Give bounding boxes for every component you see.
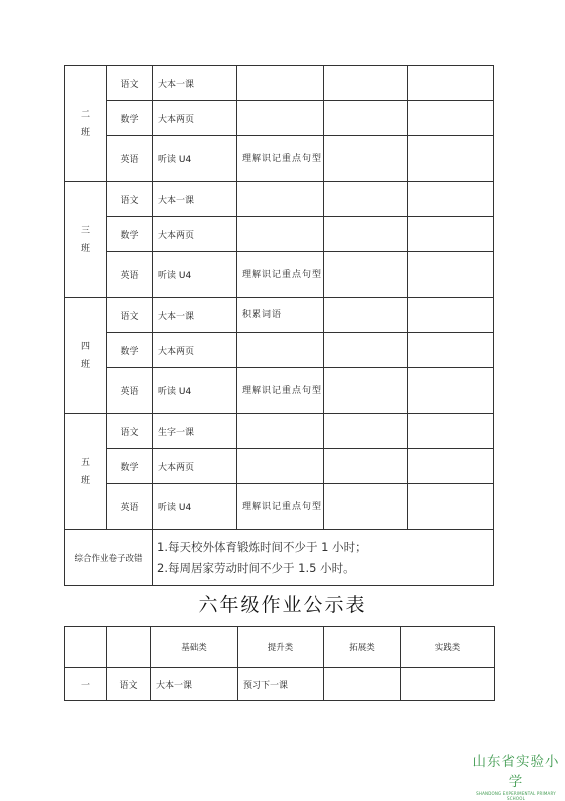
summary-label: 综合作业卷子改错 bbox=[65, 530, 153, 586]
basic-homework-cell: 听读 U4 bbox=[153, 252, 237, 298]
subject-cell: 语文 bbox=[107, 414, 153, 449]
basic-homework-cell: 听读 U4 bbox=[153, 368, 237, 414]
class-name-cell: 五 班 bbox=[65, 414, 107, 530]
practice-homework-cell bbox=[408, 217, 494, 252]
corner-cell bbox=[107, 627, 151, 668]
basic-homework-cell: 大本一课 bbox=[153, 298, 237, 333]
table-row bbox=[65, 101, 494, 136]
practice-homework-cell bbox=[408, 368, 494, 414]
summary-line: 2.每周居家劳动时间不少于 1.5 小时。 bbox=[157, 560, 355, 575]
subject-cell: 语文 bbox=[107, 66, 153, 101]
table-row bbox=[65, 66, 494, 101]
basic-homework-cell: 大本两页 bbox=[153, 217, 237, 252]
table-row bbox=[65, 668, 495, 701]
summary-row bbox=[65, 530, 494, 586]
improve-homework-cell: 理解识记重点句型 bbox=[237, 252, 324, 298]
subject-cell: 英语 bbox=[107, 368, 153, 414]
table-row bbox=[65, 252, 494, 298]
improve-homework-cell bbox=[237, 182, 324, 217]
table-row bbox=[65, 333, 494, 368]
subject-cell: 数学 bbox=[107, 333, 153, 368]
extend-homework-cell bbox=[324, 333, 408, 368]
improve-homework-cell: 理解识记重点句型 bbox=[237, 368, 324, 414]
improve-homework-cell: 预习下一课 bbox=[238, 668, 324, 701]
extend-homework-cell bbox=[324, 368, 408, 414]
class-name-cell: 三 班 bbox=[65, 182, 107, 298]
practice-homework-cell bbox=[408, 298, 494, 333]
basic-homework-cell: 大本一课 bbox=[153, 182, 237, 217]
table-row bbox=[65, 182, 494, 217]
basic-homework-cell: 生字一课 bbox=[153, 414, 237, 449]
subject-cell: 英语 bbox=[107, 252, 153, 298]
school-logo-name: 山东省实验小学 bbox=[472, 754, 560, 790]
subject-cell: 数学 bbox=[107, 449, 153, 484]
subject-cell: 语文 bbox=[107, 298, 153, 333]
table-row bbox=[65, 414, 494, 449]
practice-homework-cell bbox=[408, 414, 494, 449]
improve-homework-cell bbox=[237, 101, 324, 136]
practice-homework-cell bbox=[408, 333, 494, 368]
class-name-cell: 一 bbox=[65, 668, 107, 701]
column-header: 拓展类 bbox=[324, 627, 401, 668]
subject-cell: 数学 bbox=[107, 217, 153, 252]
table-row bbox=[65, 449, 494, 484]
subject-cell: 语文 bbox=[107, 182, 153, 217]
basic-homework-cell: 大本两页 bbox=[153, 449, 237, 484]
extend-homework-cell bbox=[324, 217, 408, 252]
extend-homework-cell bbox=[324, 252, 408, 298]
school-logo-english: SHANDONG EXPERIMENTAL PRIMARY SCHOOL bbox=[476, 791, 556, 801]
table-row bbox=[65, 217, 494, 252]
basic-homework-cell: 大本一课 bbox=[151, 668, 238, 701]
extend-homework-cell bbox=[324, 449, 408, 484]
grade6-homework-table bbox=[64, 626, 495, 701]
improve-homework-cell bbox=[237, 217, 324, 252]
column-header: 基础类 bbox=[151, 627, 238, 668]
basic-homework-cell: 大本两页 bbox=[153, 333, 237, 368]
grade6-table-title: 六年级作业公示表 bbox=[198, 594, 367, 616]
table-row bbox=[65, 298, 494, 333]
improve-homework-cell: 理解识记重点句型 bbox=[237, 484, 324, 530]
extend-homework-cell bbox=[324, 668, 401, 701]
table-row bbox=[65, 484, 494, 530]
practice-homework-cell bbox=[401, 668, 495, 701]
extend-homework-cell bbox=[324, 414, 408, 449]
practice-homework-cell bbox=[408, 66, 494, 101]
practice-homework-cell bbox=[408, 136, 494, 182]
school-logo bbox=[470, 750, 562, 801]
basic-homework-cell: 大本一课 bbox=[153, 66, 237, 101]
practice-homework-cell bbox=[408, 252, 494, 298]
practice-homework-cell bbox=[408, 101, 494, 136]
column-header: 实践类 bbox=[401, 627, 495, 668]
extend-homework-cell bbox=[324, 182, 408, 217]
grade-homework-table-continued bbox=[64, 65, 494, 586]
extend-homework-cell bbox=[324, 66, 408, 101]
improve-homework-cell: 积累词语 bbox=[237, 298, 324, 333]
column-header: 提升类 bbox=[238, 627, 324, 668]
header-row bbox=[65, 627, 495, 668]
improve-homework-cell bbox=[237, 333, 324, 368]
subject-cell: 英语 bbox=[107, 484, 153, 530]
practice-homework-cell bbox=[408, 182, 494, 217]
summary-content bbox=[153, 530, 494, 586]
subject-cell: 数学 bbox=[107, 101, 153, 136]
extend-homework-cell bbox=[324, 484, 408, 530]
table-row bbox=[65, 368, 494, 414]
basic-homework-cell: 听读 U4 bbox=[153, 484, 237, 530]
practice-homework-cell bbox=[408, 449, 494, 484]
improve-homework-cell bbox=[237, 66, 324, 101]
class-name-cell: 二 班 bbox=[65, 66, 107, 182]
basic-homework-cell: 听读 U4 bbox=[153, 136, 237, 182]
practice-homework-cell bbox=[408, 484, 494, 530]
extend-homework-cell bbox=[324, 101, 408, 136]
extend-homework-cell bbox=[324, 136, 408, 182]
class-name-cell: 四 班 bbox=[65, 298, 107, 414]
subject-cell: 英语 bbox=[107, 136, 153, 182]
improve-homework-cell: 理解识记重点句型 bbox=[237, 136, 324, 182]
subject-cell: 语文 bbox=[107, 668, 151, 701]
improve-homework-cell bbox=[237, 449, 324, 484]
extend-homework-cell bbox=[324, 298, 408, 333]
basic-homework-cell: 大本两页 bbox=[153, 101, 237, 136]
corner-cell bbox=[65, 627, 107, 668]
summary-line: 1.每天校外体育锻炼时间不少于 1 小时； bbox=[157, 539, 367, 554]
table-row bbox=[65, 136, 494, 182]
improve-homework-cell bbox=[237, 414, 324, 449]
